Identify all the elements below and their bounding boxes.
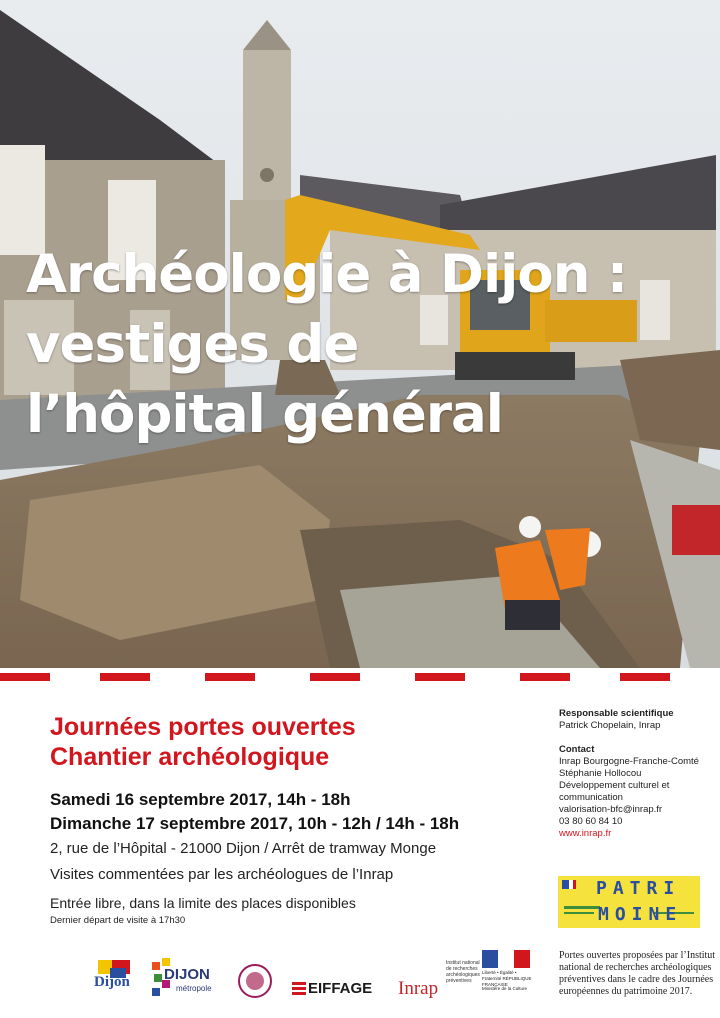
guided-visits: Visites commentées par les archéologues de l’Inrap <box>50 866 394 883</box>
contact-email[interactable]: valorisation-bfc@inrap.fr <box>559 804 663 815</box>
dijon-logo <box>92 960 136 996</box>
heading-open-days: Journées portes ouvertes <box>50 713 356 741</box>
responsable-name: Patrick Chopelain, Inrap <box>559 720 661 731</box>
last-visit: Dernier départ de visite à 17h30 <box>50 915 186 926</box>
contact-info <box>559 708 709 840</box>
dijon-metropole-sub: métropole <box>176 984 212 993</box>
contact-phone: 03 80 60 84 10 <box>559 816 623 827</box>
republique-text: Liberté • Égalité • Fraternité RÉPUBLIQUE FRANÇAISE <box>482 970 532 987</box>
contact-role-1: Développement culturel et <box>559 780 670 791</box>
dijon-metropole-name: DIJON <box>164 966 210 983</box>
title-line-2: vestiges de <box>26 314 359 375</box>
contact-person: Stéphanie Hollocou <box>559 768 642 779</box>
contact-label: Contact <box>559 744 595 755</box>
patrimoine-bottom: MOINE <box>598 904 683 925</box>
free-entry: Entrée libre, dans la limite des places disponibles <box>50 895 356 911</box>
inrap-subtitle: Institut national de recherches archéologiques préventives <box>446 960 480 984</box>
eiffage-logo <box>292 980 382 1000</box>
website-link[interactable]: www.inrap.fr <box>559 828 612 839</box>
patrimoine-top: PATRI <box>596 878 681 899</box>
title-line-1: Archéologie à Dijon : <box>26 244 628 305</box>
dijon-metropole-logo <box>150 958 220 1002</box>
ministere-text: Ministère de la Culture <box>482 986 528 991</box>
address: 2, rue de l’Hôpital - 21000 Dijon / Arrêt de tramway Monge <box>50 840 437 857</box>
footer-note: Portes ouvertes proposées par l’Institut national de recherches archéologiques préventives dans le cadre des Journées européennes du patrimoine 2017. <box>559 950 716 997</box>
date-sunday: Dimanche 17 septembre 2017, 10h - 12h / 14h - 18h <box>50 814 460 833</box>
eiffage-text: EIFFAGE <box>308 980 373 997</box>
partner-logos <box>92 950 542 1010</box>
patrimoine-logo <box>558 876 700 928</box>
title-line-3: l’hôpital général <box>26 384 503 445</box>
dijon-logo-text: Dijon <box>94 974 130 990</box>
heading-site: Chantier archéologique <box>50 743 330 771</box>
inrap-text: Inrap <box>398 978 439 999</box>
contact-org: Inrap Bourgogne-Franche-Comté <box>559 756 699 767</box>
medallion-logo <box>238 964 272 998</box>
date-saturday: Samedi 16 septembre 2017, 14h - 18h <box>50 790 351 809</box>
responsable-label: Responsable scientifique <box>559 708 674 719</box>
republique-logo <box>482 950 532 1008</box>
contact-role-2: communication <box>559 792 623 803</box>
inrap-logo <box>398 978 448 1002</box>
event-info <box>50 712 540 928</box>
stripe-divider <box>0 668 720 676</box>
poster-title <box>26 240 666 450</box>
